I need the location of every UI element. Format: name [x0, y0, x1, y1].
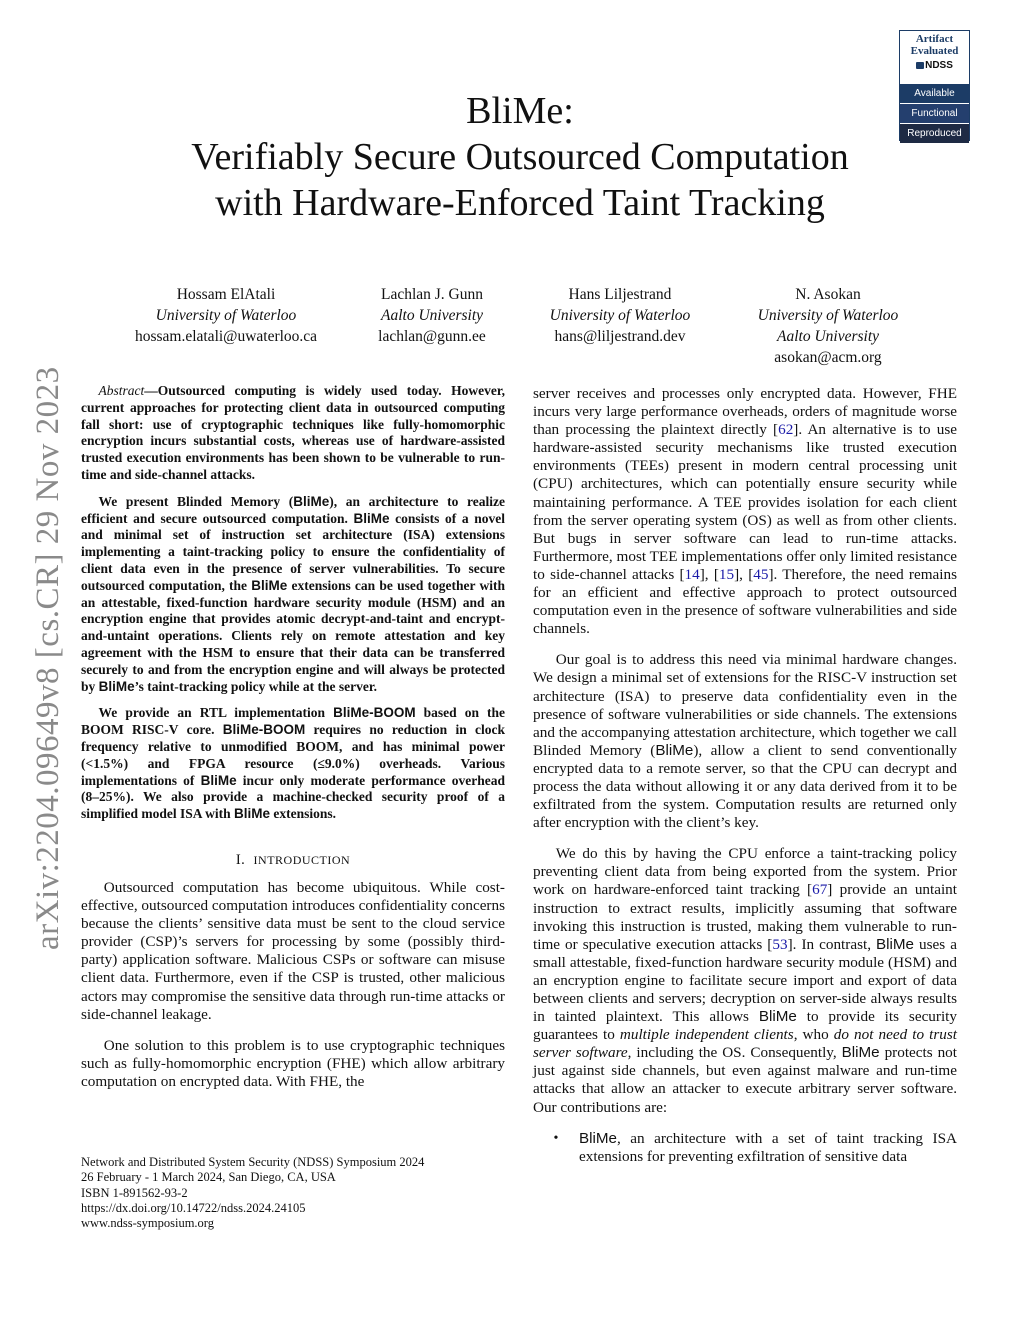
badge-line-1: Artifact	[915, 33, 954, 45]
citation-link[interactable]: 45	[753, 565, 769, 583]
doi-link[interactable]: https://dx.doi.org/10.14722/ndss.2024.24105	[81, 1200, 306, 1215]
author-email: lachlan@gunn.ee	[378, 328, 486, 345]
badge-available: Available	[900, 83, 969, 103]
abstract-paragraph: We present Blinded Memory (BliMe), an architecture to realize efficient and secure outsourced computation. BliMe consists of a novel and minimal set of instruction set architecture (ISA) extensions implementing a taint-tracking policy to ensure the confidentiality of client data even in the presence of server vulnerabilities. To secure outsourced computation, the BliMe extensions can be used together with an attestable, fixed-function hardware security module (HSM) and an encryption engine that provides atomic decrypt-and-taint and encrypt-and-untaint operations. Clients rely on remote attestation and key agreement with the HSM to ensure that their data can be transferred securely to and from the encryption engine and will always be protected by BliMe’s taint-tracking policy while at the server.	[81, 493, 505, 694]
abstract-label: Abstract	[98, 383, 145, 398]
citation-link[interactable]: 53	[772, 935, 788, 953]
author-name: Hans Liljestrand	[568, 286, 672, 303]
citation-link[interactable]: 67	[812, 881, 828, 899]
author-affiliation: University of Waterloo	[757, 307, 899, 324]
citation-link[interactable]: 62	[778, 421, 794, 439]
author-email: hans@liljestrand.dev	[554, 328, 686, 345]
author-block	[352, 284, 512, 347]
body-paragraph: server receives and processes only encrypted data. However, FHE incurs very large performance overheads, orders of magnitude worse than processing the plaintext directly [62]. An alternative is to use hardware-assisted security mechanisms like trusted execution environments (TEEs) present in modern central processing unit (CPU) architectures, which can potentially ensure security while maintaining performance. A TEE provides isolation for each client from the server operating system (OS) as well as from other clients. But bugs in server software can lead to run-time attacks. Furthermore, most TEE implementations offer only limited resistance to side-channel attacks [14], [15], [45]. Therefore, the need remains for an efficient and effective approach to protect outsourced computation even in the presence of software vulnerabilities and side channels.	[533, 385, 957, 638]
author-affiliation: University of Waterloo	[549, 307, 691, 324]
citation-link[interactable]: 14	[684, 565, 700, 583]
arxiv-identifier: arXiv:2204.09649v8 [cs.CR] 29 Nov 2023	[30, 366, 66, 950]
author-affiliation: Aalto University	[380, 307, 484, 324]
ndss-logo	[900, 60, 969, 71]
author-affiliation: University of Waterloo	[155, 307, 297, 324]
footer-line: Network and Distributed System Security (NDSS) Symposium 2024	[81, 1155, 425, 1169]
author-block	[740, 284, 916, 368]
author-name: Lachlan J. Gunn	[380, 286, 483, 303]
footer-line: ISBN 1-891562-93-2	[81, 1185, 188, 1200]
author-email: hossam.elatali@uwaterloo.ca	[134, 328, 318, 345]
body-paragraph: Outsourced computation has become ubiquitous. While cost-effective, outsourced computation introduces confidentiality concerns because the clients’ sensitive data must be sent to the cloud service provider (CSP)’s servers for processing by some (possibly third-party) application software. Malicious CSPs or software can misuse client data. Furthermore, even if the CSP is trusted, other malicious actors may compromise the sensitive data through run-time attacks or side-channel leakage.	[81, 879, 505, 1023]
author-email: asokan@acm.org	[774, 349, 882, 366]
lock-icon	[916, 62, 924, 69]
badge-line-2: Evaluated	[910, 45, 959, 57]
abstract-paragraph: We provide an RTL implementation BliMe-BOOM based on the BOOM RISC-V core. BliMe-BOOM requires no reduction in clock frequency relative to unmodified BOOM, and has minimal power (<1.5%) and FPGA resource (≤9.0%) overheads. Various implementations of BliMe incur only moderate performance overhead (8–25%). We also provide a machine-checked security proof of a simplified model ISA with BliMe extensions.	[81, 705, 506, 822]
right-column	[533, 385, 957, 1166]
abstract-paragraph: Abstract—Outsourced computing is widely used today. However, current approaches for protecting client data in outsourced computing fall short: use of cryptographic techniques like fully-homomorphic encryption incurs substantial costs, whereas use of hardware-assisted trusted execution environments has been shown to be vulnerable to run-time and side-channel attacks.	[81, 383, 505, 482]
author-name: Hossam ElAtali	[176, 286, 276, 303]
body-paragraph: Our goal is to address this need via minimal hardware changes. We design a minimal set of extensions for the RISC-V instruction set architecture (ISA) to preserve data confidentiality even in the presence of software vulnerabilities or side channels. The extensions and the accompanying attestation architecture, which together we call Blinded Memory (BliMe), allow a client to send conventionally encrypted data to a remote server, so that the CPU can decrypt and process the data without allowing it or any data derived from it to be exfiltrated from the system. Computation results are returned only after encryption with the client’s key.	[533, 651, 958, 832]
badge-functional: Functional	[900, 103, 969, 123]
title-line-2: Verifiably Secure Outsourced Computation	[191, 136, 849, 178]
bullet-icon: •	[553, 1130, 559, 1146]
left-column	[81, 383, 505, 1104]
citation-link[interactable]: 15	[718, 565, 735, 583]
author-affiliation-2: Aalto University	[776, 328, 880, 345]
badge-reproduced: Reproduced	[900, 123, 969, 143]
website-link[interactable]: www.ndss-symposium.org	[81, 1216, 214, 1231]
body-paragraph: One solution to this problem is to use cryptographic techniques such as fully-homomorphic encryption (FHE) which allow arbitrary computation on encrypted data. With FHE, the	[81, 1036, 505, 1090]
author-name: N. Asokan	[795, 286, 861, 303]
title-line-1: BliMe:	[466, 90, 574, 132]
body-paragraph: We do this by having the CPU enforce a taint-tracking policy preventing client data from being exported from the system. Prior work on hardware-enforced taint tracking [67] provide an untaint instruction to extract results, implicitly assuming that software invoking this instruction is trusted, making them vulnerable to run-time or speculative execution attacks [53]. In contrast, BliMe uses a small attestable, fixed-function hardware security module (HSM) and an encryption engine to facilitate secure import and export of data between clients and servers; decryption on server-side always results in tainted plaintext. This allows BliMe to provide its security guarantees to multiple independent clients, who do not need to trust server software, including the OS. Consequently, BliMe protects not just against side channels, but even against malware and run-time attacks that allow an attacker to execute arbitrary server software. Our contributions are:	[533, 845, 957, 1116]
author-block	[532, 284, 708, 347]
title-line-3: with Hardware-Enforced Taint Tracking	[215, 182, 825, 224]
footer-line: 26 February - 1 March 2024, San Diego, CA, USA	[81, 1170, 336, 1185]
contribution-list-item	[533, 1130, 957, 1166]
ndss-logo-text: NDSS	[925, 60, 953, 71]
author-block	[118, 284, 334, 347]
section-heading: I. INTRODUCTION	[235, 851, 351, 868]
paper-title	[100, 88, 940, 226]
conference-footer	[81, 1155, 501, 1231]
list-item-text: BliMe, an architecture with a set of taint tracking ISA extensions for preventing exfiltration of sensitive data	[579, 1129, 957, 1165]
